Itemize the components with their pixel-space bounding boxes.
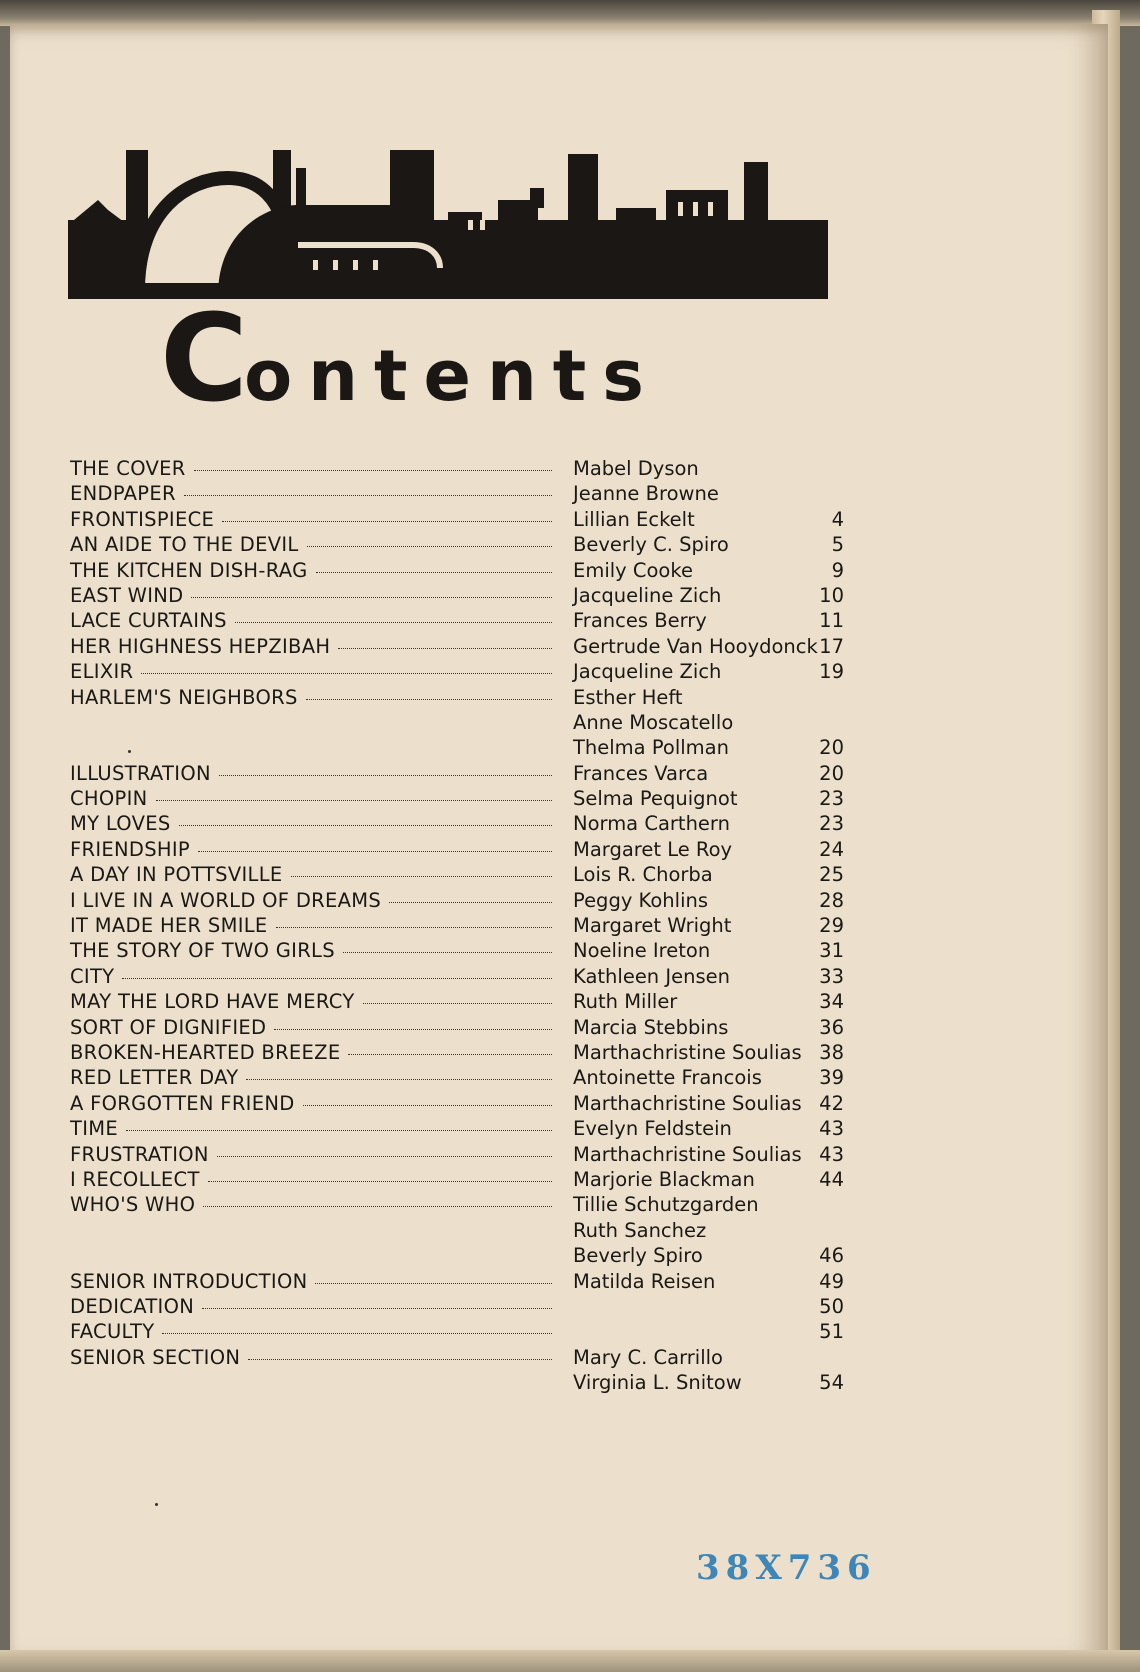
toc-title-cell	[70, 558, 552, 583]
toc-author: Margaret Wright	[573, 914, 732, 938]
toc-title-cell	[70, 1091, 552, 1116]
toc-title: AN AIDE TO THE DEVIL	[70, 533, 299, 557]
dot-leader	[307, 545, 552, 547]
toc-title-cell	[70, 1269, 552, 1294]
toc-author: Lillian Eckelt	[573, 507, 695, 531]
dot-leader	[194, 469, 552, 471]
toc-page-number: 20	[819, 736, 844, 760]
dot-leader	[141, 672, 552, 674]
dot-leader	[217, 1155, 552, 1157]
toc-page-number: 46	[819, 1244, 844, 1268]
dot-leader	[343, 951, 552, 953]
toc-title: WHO'S WHO	[70, 1193, 196, 1217]
ink-speck	[155, 1503, 158, 1506]
ink-speck	[128, 750, 131, 753]
toc-title-cell	[70, 532, 552, 557]
toc-title: RED LETTER DAY	[70, 1066, 239, 1090]
toc-title-cell	[70, 761, 552, 786]
page-title	[160, 290, 660, 429]
toc-row	[70, 1294, 844, 1319]
toc-title: TIME	[70, 1117, 119, 1141]
dot-leader	[162, 1332, 552, 1334]
toc-page-number: 33	[819, 964, 844, 988]
toc-page-number: 39	[819, 1066, 844, 1090]
dot-leader	[122, 977, 552, 979]
toc-author: Noeline Ireton	[573, 939, 711, 963]
toc-row	[70, 811, 844, 836]
toc-row	[70, 786, 844, 811]
toc-title: A DAY IN POTTSVILLE	[70, 863, 283, 887]
toc-row	[70, 507, 844, 532]
toc-title-cell	[70, 1167, 552, 1192]
toc-row	[70, 1243, 844, 1268]
toc-title: CITY	[70, 964, 115, 988]
toc-row	[70, 1065, 844, 1090]
dot-leader	[191, 596, 552, 598]
title-rest: ontents	[244, 335, 660, 417]
toc-row	[70, 1192, 840, 1217]
dot-leader	[348, 1053, 552, 1055]
toc-title: SORT OF DIGNIFIED	[70, 1015, 267, 1039]
toc-title: ENDPAPER	[70, 482, 176, 506]
toc-title-cell	[70, 989, 552, 1014]
toc-row	[70, 761, 844, 786]
dot-leader	[338, 647, 552, 649]
page-bottom-edge	[0, 1650, 1140, 1672]
toc-page-number: 43	[819, 1117, 844, 1141]
toc-page-number: 9	[831, 558, 844, 582]
toc-row	[70, 608, 844, 633]
toc-author: Anne Moscatello	[573, 710, 734, 734]
toc-row	[70, 964, 844, 989]
toc-author: Jacqueline Zich	[573, 583, 722, 607]
toc-title-cell	[70, 634, 552, 659]
toc-author: Matilda Reisen	[573, 1269, 716, 1293]
toc-author: Thelma Pollman	[573, 736, 729, 760]
toc-title: FRONTISPIECE	[70, 507, 215, 531]
toc-page-number: 42	[819, 1091, 844, 1115]
toc-author: Frances Berry	[573, 609, 707, 633]
toc-title: LACE CURTAINS	[70, 609, 227, 633]
toc-title-cell	[70, 1319, 552, 1344]
toc-row	[70, 532, 844, 557]
toc-page-number: 20	[819, 761, 844, 785]
toc-row	[70, 1015, 844, 1040]
toc-author: Marjorie Blackman	[573, 1167, 755, 1191]
toc-title-cell	[70, 837, 552, 862]
toc-title: ELIXIR	[70, 660, 134, 684]
page-top-edge	[0, 0, 1140, 26]
toc-title-cell	[70, 456, 552, 481]
toc-page-number: 28	[819, 888, 844, 912]
dot-leader	[156, 799, 552, 801]
dot-leader	[291, 875, 553, 877]
toc-author: Jacqueline Zich	[573, 660, 722, 684]
toc-title-cell	[70, 964, 552, 989]
toc-author: Jeanne Browne	[573, 482, 719, 506]
toc-title: THE STORY OF TWO GIRLS	[70, 939, 335, 963]
dot-leader	[184, 494, 552, 496]
toc-title: HARLEM'S NEIGHBORS	[70, 685, 298, 709]
toc-page-number: 54	[819, 1371, 844, 1395]
dot-leader	[198, 850, 552, 852]
toc-author: Evelyn Feldstein	[573, 1117, 732, 1141]
toc-author: Beverly Spiro	[573, 1244, 703, 1268]
toc-page-number: 23	[819, 812, 844, 836]
toc-title: FRIENDSHIP	[70, 837, 190, 861]
toc-title-cell	[70, 608, 552, 633]
toc-page-number: 11	[819, 609, 844, 633]
toc-page-number: 17	[819, 634, 844, 658]
toc-title: HER HIGHNESS HEPZIBAH	[70, 634, 331, 658]
toc-author: Selma Pequignot	[573, 787, 738, 811]
toc-author: Frances Varca	[573, 761, 709, 785]
title-initial: C	[160, 290, 245, 429]
dot-leader	[202, 1307, 552, 1309]
toc-author: Kathleen Jensen	[573, 964, 730, 988]
toc-page-number: 25	[819, 863, 844, 887]
toc-author: Antoinette Francois	[573, 1066, 762, 1090]
toc-title-cell	[70, 1294, 552, 1319]
toc-row	[70, 456, 840, 481]
toc-page-number: 23	[819, 787, 844, 811]
dot-leader	[179, 824, 552, 826]
toc-page-number: 44	[819, 1167, 844, 1191]
toc-title-cell	[70, 1116, 552, 1141]
toc-row	[70, 1167, 844, 1192]
toc-page-number: 24	[819, 837, 844, 861]
toc-title-cell	[70, 481, 552, 506]
toc-row	[70, 1319, 844, 1344]
toc-page-number: 19	[819, 660, 844, 684]
toc-row	[70, 634, 844, 659]
toc-author: Marthachristine Soulias	[573, 1142, 802, 1166]
toc-author: Peggy Kohlins	[573, 888, 709, 912]
dot-leader	[276, 926, 552, 928]
toc-title: THE KITCHEN DISH-RAG	[70, 558, 308, 582]
toc-row	[70, 1269, 844, 1294]
dot-leader	[274, 1028, 552, 1030]
dot-leader	[303, 1104, 552, 1106]
toc-title: MAY THE LORD HAVE MERCY	[70, 990, 355, 1014]
toc-page-number: 38	[819, 1040, 844, 1064]
dot-leader	[235, 621, 552, 623]
toc-title-cell	[70, 1065, 552, 1090]
toc-row	[70, 862, 844, 887]
dot-leader	[203, 1205, 552, 1207]
table-of-contents	[70, 456, 844, 1395]
toc-title-cell	[70, 1040, 552, 1065]
dot-leader	[315, 1282, 552, 1284]
toc-row	[70, 888, 844, 913]
toc-row	[70, 1370, 844, 1395]
toc-row	[70, 558, 844, 583]
toc-page-number: 50	[819, 1294, 844, 1318]
dot-leader	[306, 698, 552, 700]
toc-title-cell	[70, 888, 552, 913]
toc-title-cell	[70, 938, 552, 963]
toc-title: SENIOR SECTION	[70, 1345, 241, 1369]
toc-title: I LIVE IN A WORLD OF DREAMS	[70, 888, 382, 912]
toc-title-cell	[70, 811, 552, 836]
toc-title: ILLUSTRATION	[70, 761, 211, 785]
toc-page-number: 10	[819, 583, 844, 607]
toc-author: Marthachristine Soulias	[573, 1091, 802, 1115]
toc-author: Virginia L. Snitow	[573, 1371, 742, 1395]
toc-row	[70, 1218, 840, 1243]
toc-author: Beverly C. Spiro	[573, 533, 729, 557]
toc-author: Lois R. Chorba	[573, 863, 713, 887]
toc-author: Marthachristine Soulias	[573, 1040, 802, 1064]
toc-title-cell	[70, 1345, 552, 1370]
toc-row	[70, 1091, 844, 1116]
toc-author: Margaret Le Roy	[573, 837, 733, 861]
catalog-stamp: 38X736	[696, 1548, 877, 1588]
toc-row	[70, 989, 844, 1014]
toc-title: IT MADE HER SMILE	[70, 914, 268, 938]
toc-title: BROKEN-HEARTED BREEZE	[70, 1040, 341, 1064]
city-skyline-illustration	[68, 150, 828, 310]
toc-row	[70, 938, 844, 963]
toc-author: Gertrude Van Hooydonck	[573, 634, 818, 658]
toc-page-number: 5	[831, 533, 844, 557]
toc-title: CHOPIN	[70, 787, 148, 811]
toc-title: EAST WIND	[70, 583, 184, 607]
toc-page-number: 4	[831, 507, 844, 531]
toc-row	[70, 659, 844, 684]
dot-leader	[219, 774, 552, 776]
toc-author: Mabel Dyson	[573, 457, 699, 480]
toc-row	[70, 837, 844, 862]
toc-row	[70, 1116, 844, 1141]
toc-title: SENIOR INTRODUCTION	[70, 1269, 308, 1293]
toc-page-number: 43	[819, 1142, 844, 1166]
toc-title-cell	[70, 1142, 552, 1167]
toc-page-number: 29	[819, 914, 844, 938]
dot-leader	[316, 571, 553, 573]
dot-leader	[222, 520, 552, 522]
toc-author: Norma Carthern	[573, 812, 730, 836]
toc-row	[70, 1040, 844, 1065]
dot-leader	[246, 1078, 552, 1080]
dot-leader	[248, 1358, 552, 1360]
toc-row	[70, 1345, 840, 1370]
toc-author: Esther Heft	[573, 685, 683, 709]
toc-title: FRUSTRATION	[70, 1142, 209, 1166]
toc-author: Marcia Stebbins	[573, 1015, 729, 1039]
dot-leader	[126, 1129, 552, 1131]
toc-author: Emily Cooke	[573, 558, 693, 582]
toc-row	[70, 735, 844, 760]
dot-leader	[208, 1180, 552, 1182]
toc-row	[70, 913, 844, 938]
toc-title: THE COVER	[70, 457, 186, 480]
toc-title-cell	[70, 913, 552, 938]
toc-title-cell	[70, 1192, 552, 1217]
toc-title: I RECOLLECT	[70, 1167, 200, 1191]
toc-row	[70, 710, 840, 735]
toc-title: A FORGOTTEN FRIEND	[70, 1091, 295, 1115]
toc-author: Mary C. Carrillo	[573, 1345, 723, 1369]
toc-title-cell	[70, 685, 552, 710]
toc-title-cell	[70, 583, 552, 608]
toc-page-number: 31	[819, 939, 844, 963]
toc-row	[70, 1142, 844, 1167]
dot-leader	[389, 901, 552, 903]
toc-title-cell	[70, 659, 552, 684]
toc-author: Ruth Sanchez	[573, 1218, 707, 1242]
toc-author: Tillie Schutzgarden	[573, 1193, 759, 1217]
toc-row	[70, 583, 844, 608]
toc-title-cell	[70, 507, 552, 532]
toc-row	[70, 685, 840, 710]
toc-title: DEDICATION	[70, 1294, 195, 1318]
toc-title-cell	[70, 1015, 552, 1040]
toc-title-cell	[70, 862, 552, 887]
dot-leader	[363, 1002, 552, 1004]
toc-title: FACULTY	[70, 1320, 155, 1344]
toc-page-number: 51	[819, 1320, 844, 1344]
toc-title: MY LOVES	[70, 812, 171, 836]
toc-row	[70, 481, 840, 506]
toc-title-cell	[70, 786, 552, 811]
toc-author: Ruth Miller	[573, 990, 678, 1014]
toc-page-number: 36	[819, 1015, 844, 1039]
toc-page-number: 49	[819, 1269, 844, 1293]
toc-page-number: 34	[819, 990, 844, 1014]
